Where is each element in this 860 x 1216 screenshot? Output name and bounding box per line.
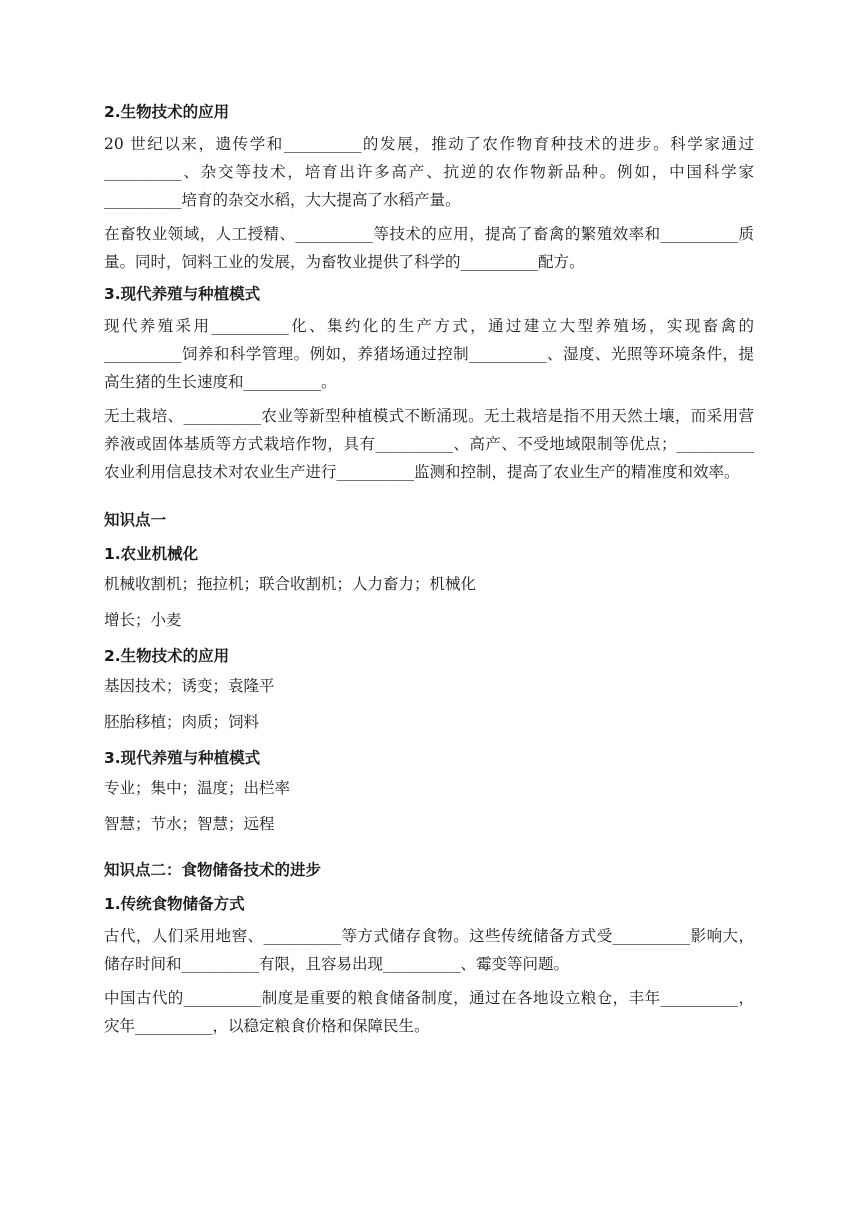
traditional-storage-paragraph: 古代，人们采用地窖、__________等方式储存食物。这些传统储备方式受__________影响大，储存时间和__________有限，且容易出现__________、霉变等问题。 bbox=[104, 927, 754, 973]
modern-farming-paragraph-planting: 无土栽培、__________农业等新型种植模式不断涌现。无土栽培是指不用天然土壤，而采用营养液或固体基质等方式栽培作物，具有__________、高产、不受地域限制等优点；__________农业利用信息技术对农业生产进行__________监测和控制，提高了农业生产的精准度和效率。 bbox=[104, 407, 754, 481]
answer-line: 基因技术；诱变；袁隆平 bbox=[104, 677, 275, 695]
answers-subheading-mechanization: 1.农业机械化 bbox=[104, 545, 199, 563]
modern-farming-paragraph-breeding: 现代养殖采用__________化、集约化的生产方式，通过建立大型养殖场，实现畜禽的__________饲养和科学管理。例如，养猪场通过控制__________、湿度、光照等环境条件，提高生猪的生长速度和__________。 bbox=[104, 317, 754, 391]
answers-subheading-biotech: 2.生物技术的应用 bbox=[104, 647, 230, 665]
section-heading-modern-farming: 3.现代养殖与种植模式 bbox=[104, 285, 261, 303]
biotech-paragraph-livestock: 在畜牧业领域，人工授精、__________等技术的应用，提高了畜禽的繁殖效率和__________质量。同时，饲料工业的发展，为畜牧业提供了科学的__________配方。 bbox=[104, 225, 754, 271]
answer-line: 机械收割机；拖拉机；联合收割机；人力畜力；机械化 bbox=[104, 575, 477, 593]
answers-heading-point-one: 知识点一 bbox=[104, 511, 167, 529]
section-subheading-traditional-storage: 1.传统食物储备方式 bbox=[104, 895, 245, 913]
answer-line: 专业；集中；温度；出栏率 bbox=[104, 779, 291, 797]
section-heading-food-storage: 知识点二：食物储备技术的进步 bbox=[104, 861, 322, 879]
section-heading-biotech: 2.生物技术的应用 bbox=[104, 103, 230, 121]
answer-line: 智慧；节水；智慧；远程 bbox=[104, 815, 275, 833]
biotech-paragraph-breeding: 20 世纪以来，遗传学和__________的发展，推动了农作物育种技术的进步。科学家通过__________、杂交等技术，培育出许多高产、抗逆的农作物新品种。例如，中国科学家__________培育的杂交水稻，大大提高了水稻产量。 bbox=[104, 135, 754, 209]
answer-line: 增长；小麦 bbox=[104, 611, 182, 629]
answers-subheading-modern-farming: 3.现代养殖与种植模式 bbox=[104, 749, 261, 767]
document-page bbox=[104, 100, 754, 1046]
granary-system-paragraph: 中国古代的__________制度是重要的粮食储备制度，通过在各地设立粮仓，丰年__________，灾年__________，以稳定粮食价格和保障民生。 bbox=[104, 989, 754, 1035]
answer-line: 胚胎移植；肉质；饲料 bbox=[104, 713, 260, 731]
